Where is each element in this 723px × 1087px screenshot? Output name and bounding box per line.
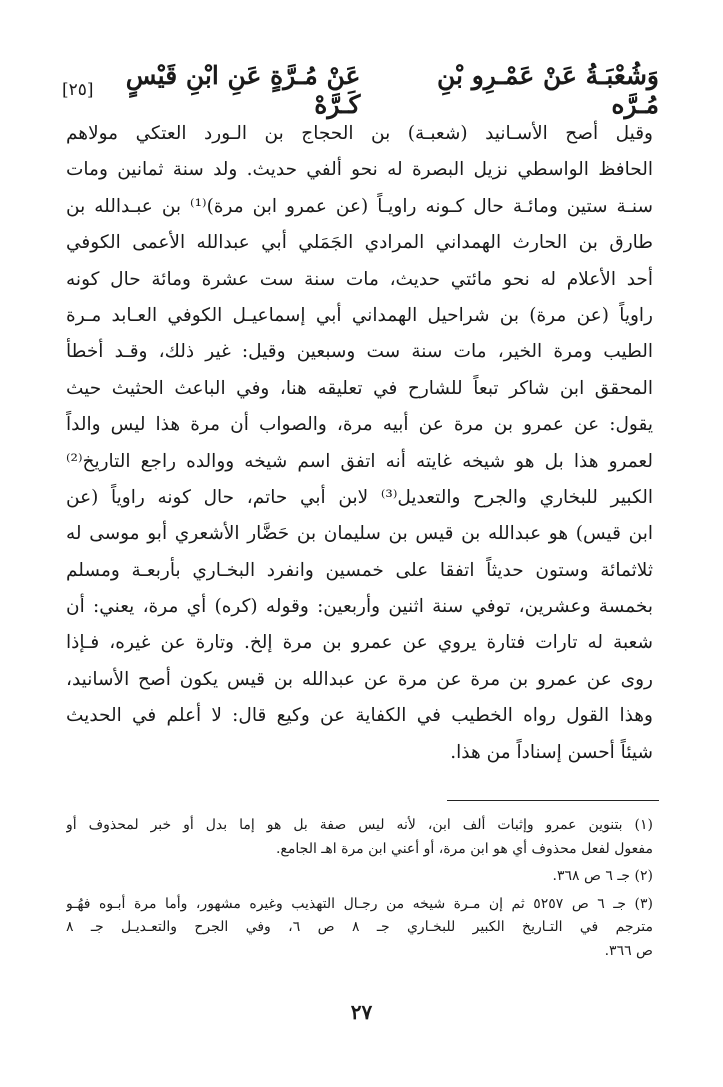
footnote-line: مفعول لفعل محذوف أي هو ابن مرة، أو أعني ابن مرة اهـ الجامع. bbox=[275, 840, 653, 857]
footnote-line: مترجم في التـاريخ الكبير للبخـاري جـ ٨ ص ٦، وفي الجرح والتعـديـل جـ ٨ bbox=[66, 919, 653, 935]
body-line: طارق بن الحارث الهمداني المرادي الجَمَلي أبي عبدالله الأعمى الكوفي bbox=[66, 232, 653, 254]
body-line: الكبير للبخاري والجرح والتعديل⁽³⁾ لابن أبي حاتم، حال كونه راوياً (عن bbox=[66, 486, 653, 508]
commentary-body bbox=[66, 116, 653, 771]
footnote-1 bbox=[66, 814, 653, 861]
body-line: شعبة له تارات فتارة يروي عن عمرو بن مرة إلخ. وتارة عن غيره، فـإذا bbox=[66, 632, 653, 654]
footnote-line: (٢) جـ ٦ ص ٣٦٨. bbox=[552, 868, 653, 884]
body-line: شيئاً أحسن إسناداً من هذا. bbox=[450, 741, 653, 763]
body-line: راوياً (عن مرة) بن شراحيل الهمداني أبي إسماعيـل الكوفي العـابد مـرة bbox=[66, 304, 653, 326]
verse-hemistich-second: عَنْ مُـرَّةٍ عَنِ ابْنِ قَيْسٍ كَـرَّهْ bbox=[125, 61, 361, 119]
body-line: روى عن عمرو بن مرة عن مرة عن عبدالله بن قيس يكون أصح الأسانيد، bbox=[66, 668, 653, 690]
verse-header bbox=[62, 61, 659, 119]
footnote-divider bbox=[447, 800, 659, 801]
footnote-line: ص ٣٦٦. bbox=[604, 942, 653, 959]
body-line: ثلاثمائة وستون حديثاً اتفقا على خمسين وانفرد البخـاري بأربعـة ومسلم bbox=[66, 559, 653, 581]
verse-number: [٢٥] bbox=[62, 80, 94, 100]
page-number: ٢٧ bbox=[350, 1000, 373, 1024]
footnotes bbox=[66, 814, 653, 963]
body-line: وهذا القول رواه الخطيب في الكفاية عن وكيع قال: لا أعلم في الحديث bbox=[66, 705, 653, 727]
body-line: ابن قيس) هو عبدالله بن قيس بن سليمان بن حَضَّار الأشعري أبو موسى له bbox=[66, 523, 653, 545]
body-line: أحد الأعلام له نحو مائتي حديث، مات سنة ست عشرة ومائة حال كونه bbox=[66, 268, 653, 290]
body-line: بخمسة وعشرين، توفي سنة اثنين وأربعين: وقوله (كره) أي مرة، يعني: أن bbox=[66, 596, 653, 618]
footnote-line: (٣) جـ ٦ ص ٥٢٥٧ ثم إن مـرة شيخه من رجـال التهذيب وغيره مشهور، وأما مرة أبـوه فهُـو bbox=[66, 895, 653, 912]
footnote-2 bbox=[66, 865, 653, 889]
body-line: وقيل أصح الأسـانيد (شعبـة) بن الحجاج بن الـورد العتكي مولاهم bbox=[66, 123, 653, 144]
footnote-3 bbox=[66, 893, 653, 964]
body-line: المحقق ابن شاكر تبعاً للشارح في تعليقه هنا، وفي الباعث الحثيث حيث bbox=[66, 377, 653, 399]
body-line: الطيب ومرة الخير، مات سنة ست وسبعين وقيل: غير ذلك، وقـد أخطأ bbox=[66, 341, 653, 363]
verse-hemistich-first: وَشُعْبَـةُ عَنْ عَمْـرِو بْنِ مُـرَّه bbox=[437, 61, 659, 119]
footnote-line: (١) بتنوين عمرو وإثبات ألف ابن، لأنه ليس صفة بل هو إما بدل أو خبر لمحذوف أو bbox=[66, 817, 653, 833]
body-line: سنـة ستين ومائـة حال كـونه راويـاً (عن عمرو ابن مرة)⁽¹⁾ بن عبـدالله بن bbox=[66, 195, 653, 217]
body-line: الحافظ الواسطي نزيل البصرة له نحو ألفي حديث. ولد سنة ثمانين ومات bbox=[66, 159, 653, 181]
body-line: لعمرو هذا بل هو شيخه غايته أنه اتفق اسم شيخه ووالده راجع التاريخ⁽²⁾ bbox=[66, 450, 653, 472]
body-line: يقول: عن عمرو بن مرة عن أبيه مرة، والصواب أن مرة هذا ليس والداً bbox=[66, 414, 653, 436]
